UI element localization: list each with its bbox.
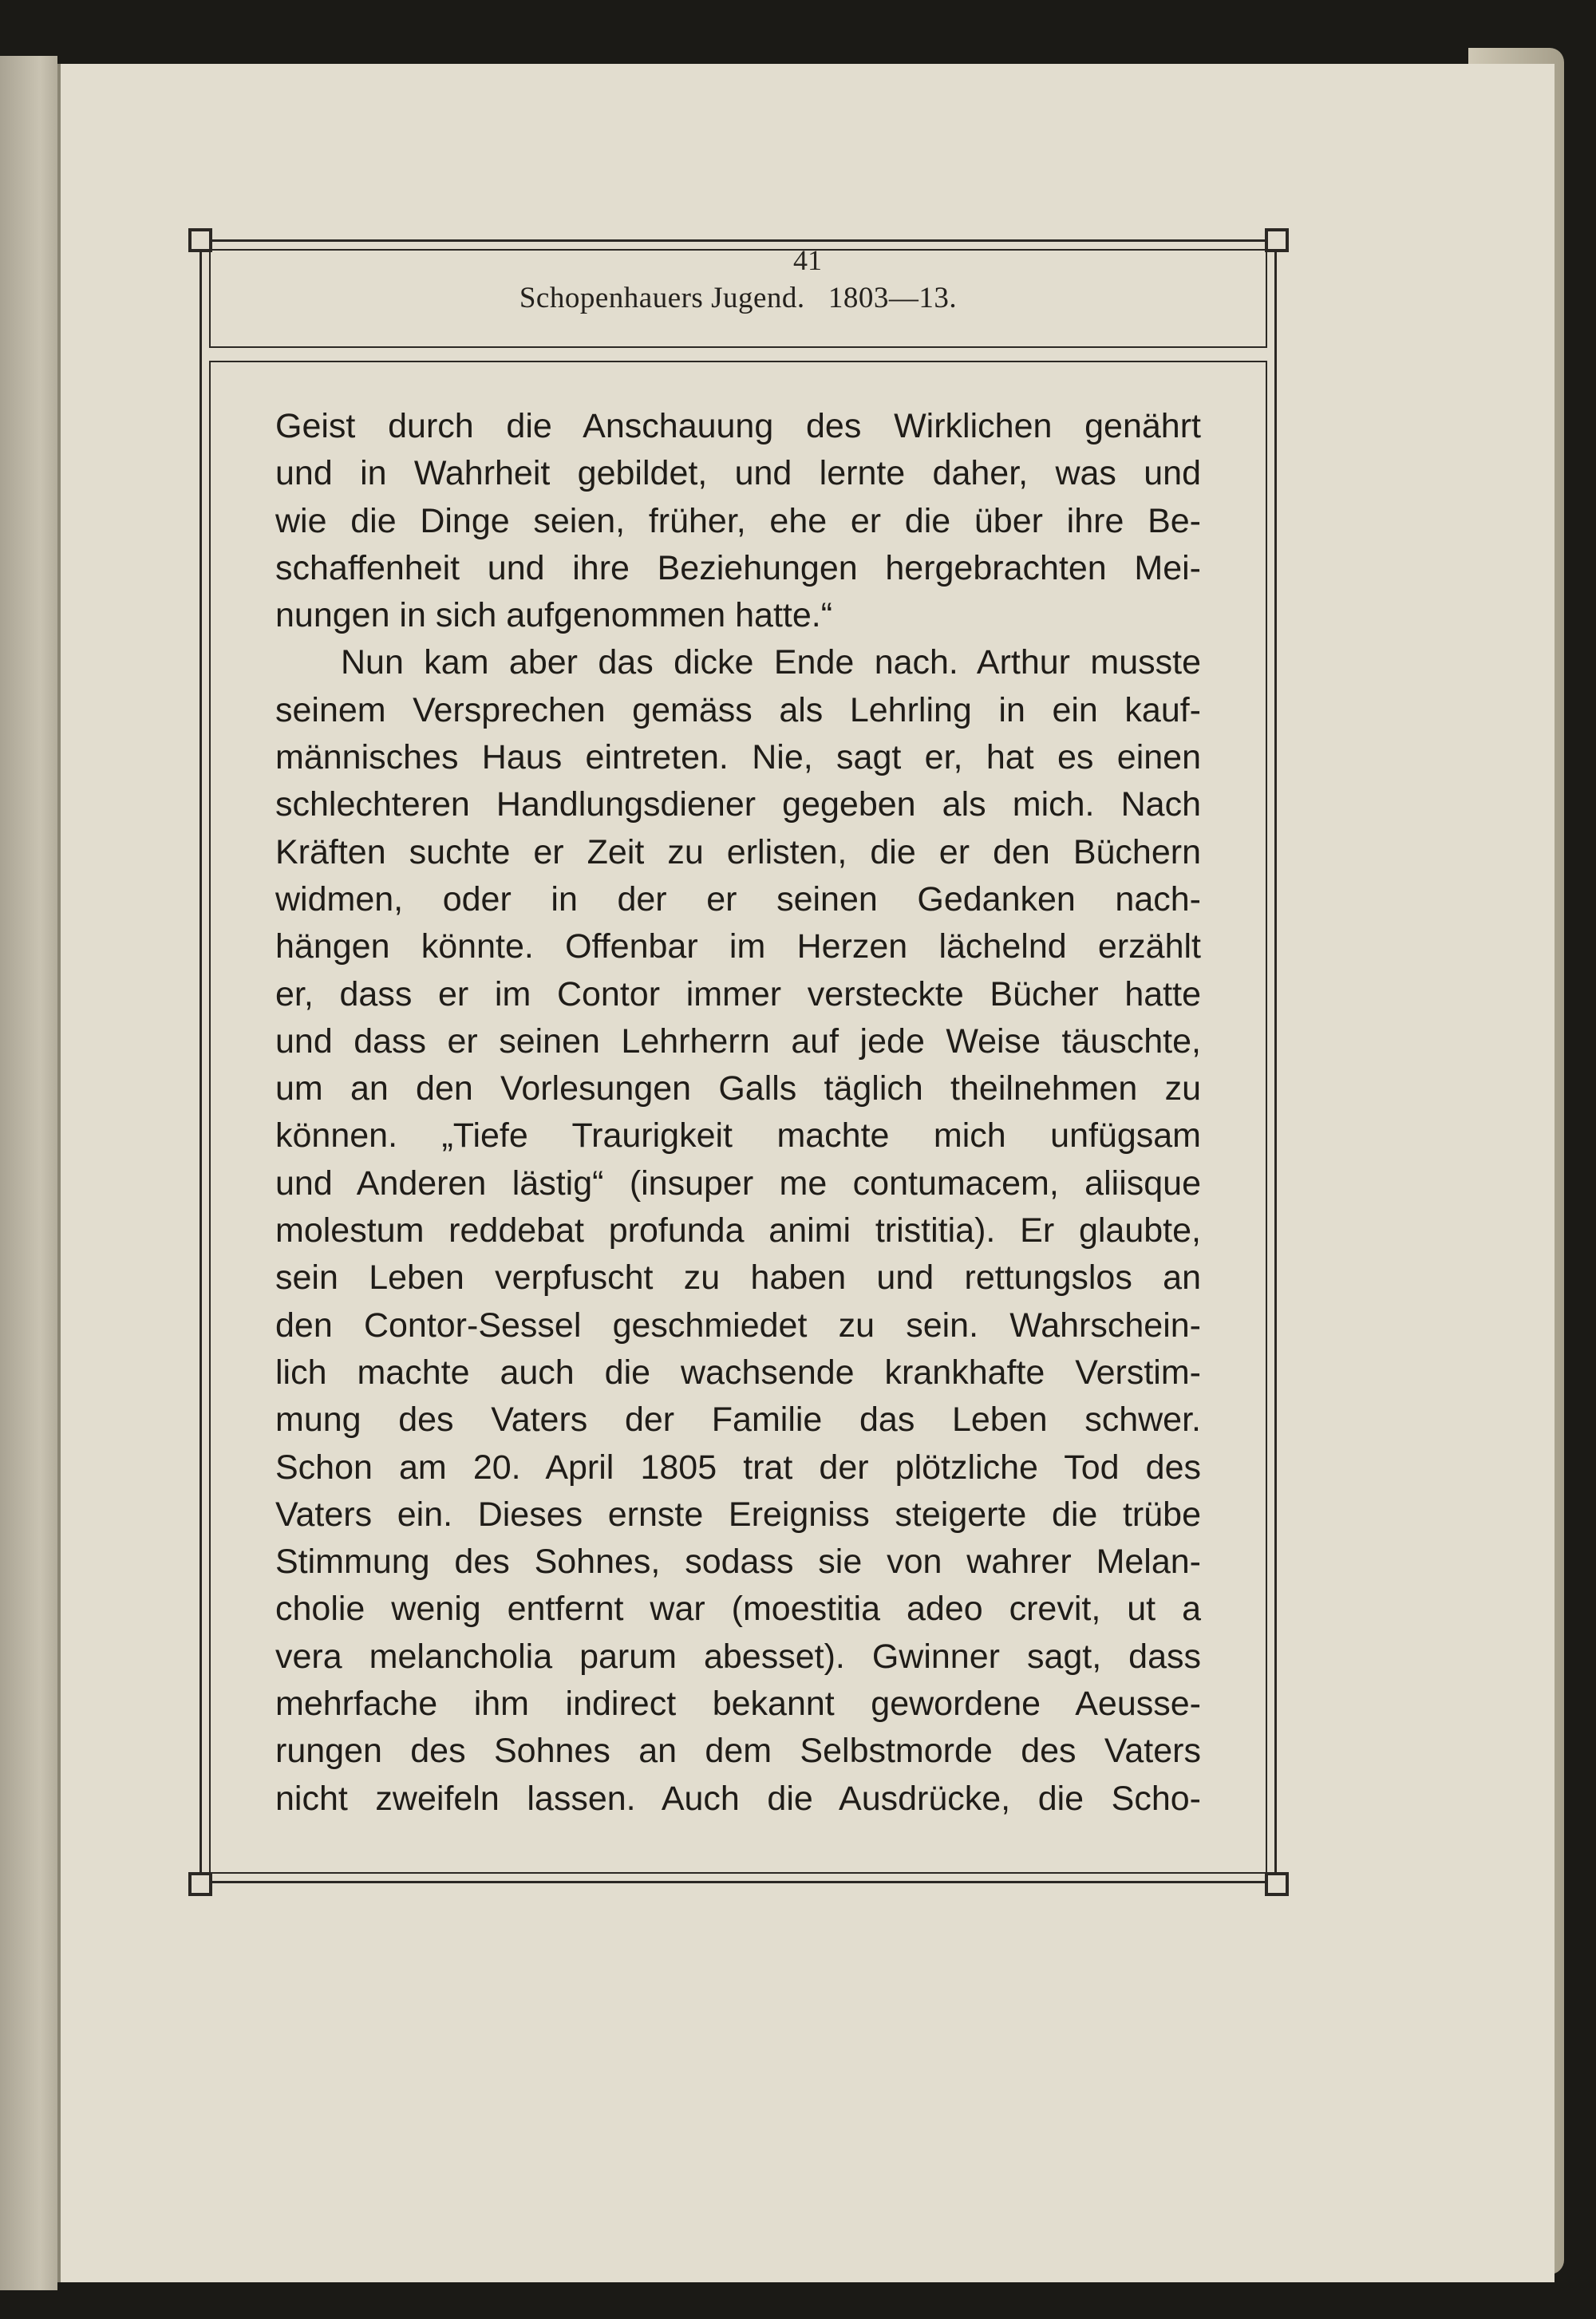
text-line: um an den Vorlesungen Galls täglich theilnehmen zu <box>275 1069 1201 1108</box>
text-line: nungen in sich aufgenommen hatte.“ <box>275 596 833 635</box>
text-line: cholie wenig entfernt war (moestitia adeo crevit, ut a <box>275 1590 1201 1629</box>
page-number: 41 <box>793 244 822 276</box>
text-line: sein Leben verpfuscht zu haben und rettungslos an <box>275 1258 1201 1298</box>
text-line: nicht zweifeln lassen. Auch die Ausdrücke, die Scho- <box>275 1779 1201 1818</box>
facing-page-edge <box>0 56 57 2290</box>
text-line: Geist durch die Anschauung des Wirklichen genährt <box>275 407 1201 445</box>
text-line: mung des Vaters der Familie das Leben schwer. <box>275 1400 1201 1440</box>
frame-corner-bottom-right <box>1265 1872 1289 1896</box>
text-line: und dass er seinen Lehrherrn auf jede Weise täuschte, <box>275 1021 1201 1061</box>
text-line: widmen, oder in der er seinen Gedanken nach- <box>275 879 1201 919</box>
text-line: männisches Haus eintreten. Nie, sagt er, hat es einen <box>275 738 1201 777</box>
text-line: schlechteren Handlungsdiener gegeben als mich. Nach <box>275 785 1201 824</box>
text-line: und Anderen lästig“ (insuper me contumacem, aliisque <box>275 1163 1201 1203</box>
text-line: und in Wahrheit gebildet, und lernte daher, was und <box>275 454 1201 493</box>
text-line: können. „Tiefe Traurigkeit machte mich unfügsam <box>275 1116 1201 1156</box>
text-line: Kräften suchte er Zeit zu erlisten, die er den Büchern <box>275 832 1201 871</box>
text-line: mehrfache ihm indirect bekannt gewordene Aeusse- <box>275 1685 1201 1724</box>
text-line: den Contor-Sessel geschmiedet zu sein. Wahrschein- <box>275 1306 1201 1345</box>
text-line: wie die Dinge seien, früher, ehe er die über ihre Be- <box>275 501 1201 540</box>
text-line: Schon am 20. April 1805 trat der plötzliche Tod des <box>275 1448 1201 1487</box>
text-line: Stimmung des Sohnes, sodass sie von wahrer Melan- <box>275 1543 1201 1582</box>
text-line: Vaters ein. Dieses ernste Ereigniss steigerte die trübe <box>275 1495 1201 1534</box>
text-line: seinem Versprechen gemäss als Lehrling in ein kauf- <box>275 690 1201 729</box>
text-line: Nun kam aber das dicke Ende nach. Arthur musste <box>341 643 1201 682</box>
frame-corner-bottom-left <box>188 1872 212 1896</box>
text-line: rungen des Sohnes an dem Selbstmorde des Vaters <box>275 1732 1201 1771</box>
text-line: er, dass er im Contor immer versteckte Bücher hatte <box>275 974 1201 1013</box>
body-text <box>275 403 1201 1823</box>
text-line: molestum reddebat profunda animi tristitia). Er glaubte, <box>275 1211 1201 1250</box>
running-head: Schopenhauers Jugend. 1803—13. <box>519 282 958 314</box>
text-line: lich machte auch die wachsende krankhafte Verstim- <box>275 1353 1201 1392</box>
text-line: vera melancholia parum abesset). Gwinner sagt, dass <box>275 1637 1201 1676</box>
text-line: hängen könnte. Offenbar im Herzen lächelnd erzählt <box>275 927 1201 966</box>
frame-corner-top-right <box>1265 228 1289 252</box>
text-line: schaffenheit und ihre Beziehungen hergebrachten Mei- <box>275 548 1201 587</box>
